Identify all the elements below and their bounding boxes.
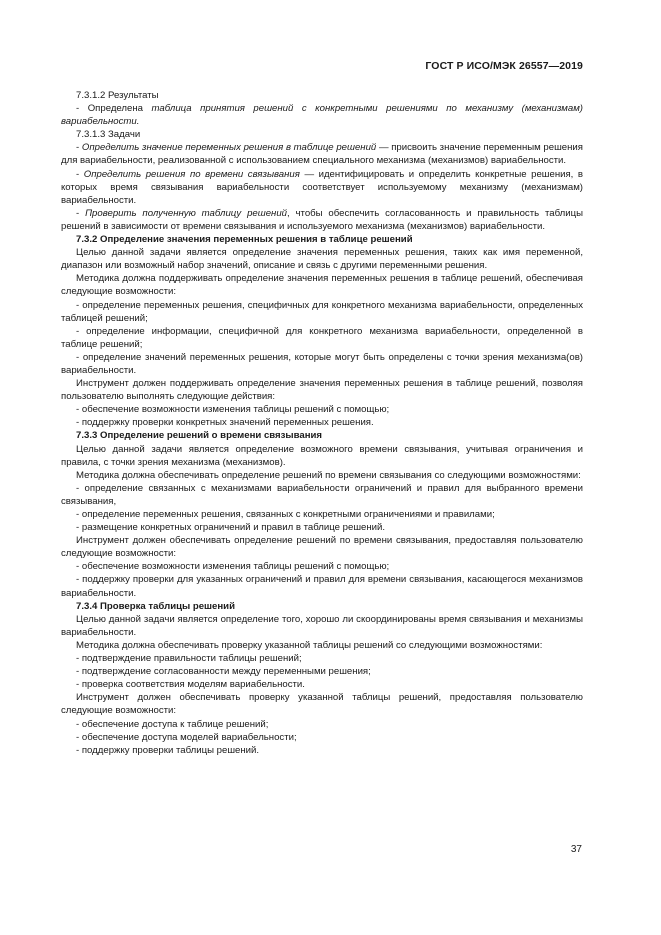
paragraph xyxy=(61,299,583,325)
paragraph xyxy=(61,89,583,102)
page-number: 37 xyxy=(570,844,582,855)
section-heading xyxy=(61,233,583,246)
paragraph xyxy=(61,731,583,744)
text-run: - определение переменных решения, связанных с конкретными ограничениями и правилами; xyxy=(76,509,495,520)
text-run: 7.3.4 Проверка таблицы решений xyxy=(76,600,235,612)
paragraph xyxy=(61,416,583,429)
text-run: Инструмент должен обеспечивать определение решений по времени связывания, предоставляя пользователю следующие возможности: xyxy=(61,535,583,560)
standard-code-header: ГОСТ Р ИСО/МЭК 26557—2019 xyxy=(425,60,583,72)
text-run: Целью данной задачи является определение значения переменных решения, таких как имя переменной, диапазон или возможный набор значений, описание и связь с другими переменными решения. xyxy=(61,247,583,272)
paragraph xyxy=(61,443,583,469)
text-run: - xyxy=(76,168,84,180)
paragraph xyxy=(61,534,583,560)
paragraph xyxy=(61,639,583,652)
text-run: - поддержку проверки для указанных ограничений и правил для времени связывания, касающегося механизмов вариабельности. xyxy=(61,574,583,599)
text-run: - определение информации, специфичной для конкретного механизма вариабельности, определенной в таблице решений; xyxy=(61,325,583,350)
text-run: Инструмент должен поддерживать определение значения переменных решения в таблице решений, позволяя пользователю выполнять следующие действия: xyxy=(61,378,583,403)
text-run: Целью данной задачи является определение того, хорошо ли скоординированы время связывания и механизмы вариабельности. xyxy=(61,613,583,638)
paragraph xyxy=(61,469,583,482)
italic-term: Определить решения по времени связывания xyxy=(83,168,300,180)
section-heading xyxy=(61,429,583,442)
paragraph xyxy=(61,377,583,403)
text-run: - подтверждение правильности таблицы решений; xyxy=(76,653,302,665)
paragraph xyxy=(61,573,583,599)
paragraph xyxy=(61,102,583,128)
text-run: - проверка соответствия моделям вариабельности. xyxy=(76,679,305,691)
section-heading xyxy=(61,600,583,613)
paragraph xyxy=(61,521,583,534)
italic-term: Определить значение переменных решения в таблице решений xyxy=(81,142,377,154)
italic-term: Проверить полученную таблицу решений xyxy=(85,207,287,219)
paragraph xyxy=(61,325,583,351)
paragraph xyxy=(61,272,583,298)
text-run: - подтверждение согласованности между переменными решения; xyxy=(76,666,371,678)
text-run: 7.3.1.2 Результаты xyxy=(76,90,159,101)
text-run: - обеспечение доступа моделей вариабельности; xyxy=(76,731,297,743)
paragraph xyxy=(61,508,583,521)
paragraph xyxy=(61,691,583,717)
text-run: - размещение конкретных ограничений и правил в таблице решений. xyxy=(76,522,386,534)
paragraph xyxy=(61,560,583,573)
paragraph xyxy=(61,207,583,233)
text-run: - определение переменных решения, специфичных для конкретного механизма вариабельности, определенных таблицей решений; xyxy=(61,299,583,324)
text-run: 7.3.3 Определение решений о времени связывания xyxy=(76,430,323,442)
paragraph xyxy=(61,403,583,416)
text-run: Методика должна поддерживать определение значения переменных решения в таблице решений, обеспечивая следующие возможности: xyxy=(61,273,583,298)
paragraph xyxy=(61,613,583,639)
text-run: - определение значений переменных решения, которые могут быть определены с точки зрения механизма(ов) вариабельности. xyxy=(61,351,583,376)
paragraph xyxy=(61,128,583,141)
text-run: Инструмент должен обеспечивать проверку указанной таблицы решений, предоставляя пользователю следующие возможности: xyxy=(61,692,583,717)
paragraph xyxy=(61,168,583,207)
paragraph xyxy=(61,141,583,167)
paragraph xyxy=(61,678,583,691)
paragraph xyxy=(61,482,583,508)
document-body xyxy=(61,89,583,757)
text-run: Методика должна обеспечивать определение решений по времени связывания со следующими возможностями: xyxy=(76,469,581,481)
paragraph xyxy=(61,652,583,665)
paragraph xyxy=(61,246,583,272)
text-run: - xyxy=(76,207,86,219)
paragraph xyxy=(61,718,583,731)
paragraph xyxy=(61,351,583,377)
text-run: — присвоить значение переменным решения для вариабельности, реализованной с использованием специального механизма (механизмов) вариабельности. xyxy=(61,142,583,167)
text-run: - определение связанных с механизмами вариабельности ограничений и правил для выбранного времени связывания, xyxy=(61,482,583,507)
text-run: Целью данной задачи является определение возможного времени связывания, учитывая ограничения и правила, с точки зрения механизма (механизмов). xyxy=(61,443,583,468)
text-run: - обеспечение возможности изменения таблицы решений с помощью; xyxy=(76,404,390,416)
text-run: - Определена xyxy=(76,103,152,115)
text-run: - поддержку проверки конкретных значений переменных решения. xyxy=(76,417,374,429)
paragraph xyxy=(61,665,583,678)
text-run: — идентифицировать и определить конкретные решения, в которых время связывания вариабельности соответствует используемому механизму (механизмам) вариабельности. xyxy=(61,168,583,206)
text-run: - поддержку проверки таблицы решений. xyxy=(76,744,260,756)
paragraph xyxy=(61,744,583,757)
text-run: 7.3.1.3 Задачи xyxy=(76,129,141,141)
text-run: Методика должна обеспечивать проверку указанной таблицы решений со следующими возможностями: xyxy=(76,639,543,651)
text-run: 7.3.2 Определение значения переменных решения в таблице решений xyxy=(76,234,413,246)
text-run: - обеспечение доступа к таблице решений; xyxy=(76,718,269,730)
text-run: - xyxy=(76,142,82,154)
italic-term: таблица принятия решений с конкретными решениями по механизму (механизмам) вариабельности. xyxy=(61,103,583,128)
text-run: - обеспечение возможности изменения таблицы решений с помощью; xyxy=(76,561,390,573)
text-run: , чтобы обеспечить согласованность и правильность таблицы решений в зависимости от времени связывания и используемого механизма (механизмов) вариабельности. xyxy=(61,207,583,232)
